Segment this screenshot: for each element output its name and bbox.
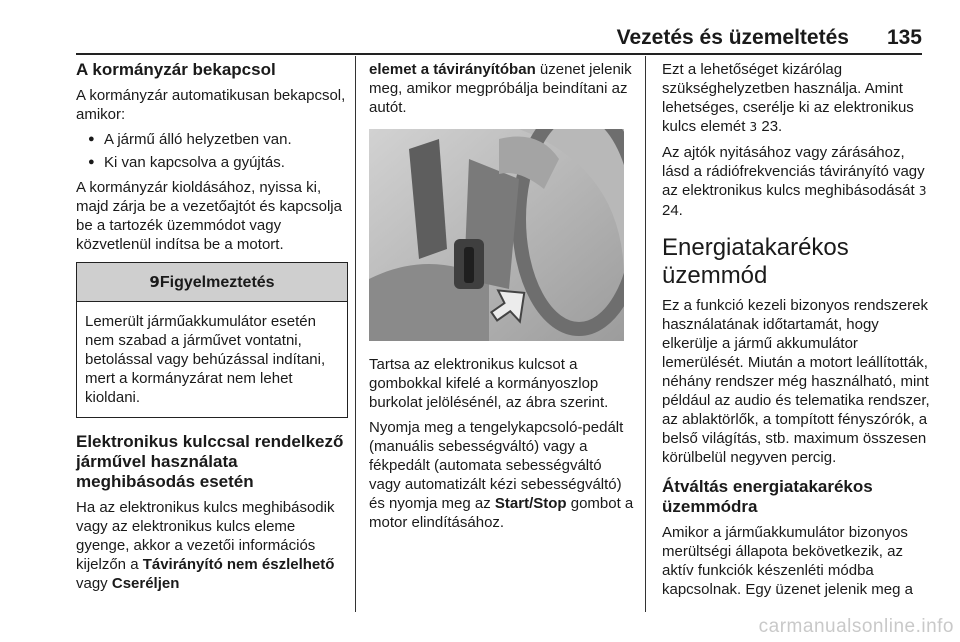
message-key-not-detected: Távirányító nem észlelhető — [142, 556, 335, 573]
warning-header — [77, 263, 347, 302]
section-title: Vezetés és üzemeltetés — [616, 26, 849, 49]
steering-column-illustration — [369, 129, 624, 341]
instruction-paragraph: Tartsa az elektronikus kulcsot a gombokkal kifelé a kormányoszlop burkolat jelölésénél, az ábra szerint. — [369, 356, 609, 411]
battery-paragraph: Amikor a járműakkumulátor bizonyos merültségi állapota bekövetkezik, az aktív funkciók készenléti módba kapcsolnak. Egy üzenet jelenik meg a — [662, 524, 913, 598]
page-reference-icon: 3 — [918, 184, 927, 198]
doors-paragraph: Az ajtók nyitásához vagy zárásához, lásd a rádiófrekvenciás távirányító vagy az elektronikus kulcs meghibásodását 3 24. — [662, 144, 927, 219]
message-paragraph: elemet a távirányítóban üzenet jelenik meg, amikor megpróbálja beindítani az autót. — [369, 61, 632, 116]
emergency-paragraph: Ezt a lehetőséget kizárólag szükséghelyzetben használja. Amint lehetséges, cserélje ki az elektronikus kulcs elemét 3 23. — [662, 61, 914, 135]
column-1 — [76, 60, 348, 599]
column-3 — [662, 60, 930, 605]
unlock-paragraph: A kormányzár kioldásához, nyissa ki, majd zárja be a vezetőajtót és kapcsolja be a tartozék üzemmódot vagy közvetlenül indítsa be a motort. — [76, 179, 342, 253]
failure-paragraph: Ha az elektronikus kulcs meghibásodik vagy az elektronikus kulcs eleme gyenge, akkor a vezetői információs kijelzőn a Távirányító nem észlelhető vagy Cseréljen — [76, 499, 335, 592]
warning-title: Figyelmeztetés — [159, 274, 275, 291]
condition-list — [76, 130, 348, 172]
column-2 — [369, 60, 635, 538]
page-reference-icon: 3 — [749, 120, 758, 134]
header-rule — [76, 53, 922, 55]
list-item: ● A jármű álló helyzetben van. — [76, 130, 348, 149]
pedal-paragraph: Nyomja meg a tengelykapcsoló-pedált (manuális sebességváltó) vagy a fékpedált (automata sebességváltó vagy automatizált kézi sebességváltó) és nyomja meg az Start/Stop gombot a motor elindításához. — [369, 419, 634, 531]
heading-energy-saving: Energiatakarékos üzemmód — [662, 234, 849, 289]
energy-paragraph: Ez a funkció kezeli bizonyos rendszerek használatának időtartamát, hogy elkerülje a jármű akkumulátor lemerülését. Miután a motort leállították, néhány rendszer még használható, mint például az audio és telematika rendszer, az ablaktörlők, a tompított fényszórók, a belső világítás, stb. maximum összesen körülbelül negyven percig. — [662, 297, 930, 466]
heading-electronic-key: Elektronikus kulccsal rendelkező járművel használata meghibásodás esetén — [76, 432, 344, 491]
column-divider-1 — [355, 56, 356, 612]
warning-icon: 9 — [149, 273, 160, 291]
column-divider-2 — [645, 56, 646, 612]
intro-text: A kormányzár automatikusan bekapcsol, amikor: — [76, 87, 346, 123]
start-stop-label: Start/Stop — [494, 495, 567, 512]
list-item: ● Ki van kapcsolva a gyújtás. — [76, 153, 348, 172]
page-number: 135 — [886, 26, 922, 49]
message-replace: Cseréljen — [111, 575, 180, 592]
warning-box — [76, 262, 348, 418]
watermark: carmanualsonline.info — [758, 616, 954, 637]
page-header — [0, 26, 922, 52]
heading-switch-energy-mode: Átváltás energiatakarékos üzemmódra — [662, 477, 873, 516]
heading-steering-lock: A kormányzár bekapcsol — [76, 60, 276, 79]
warning-text: Lemerült járműakkumulátor esetén nem szabad a járművet vontatni, betolással vagy behúzással indítani, mert a kormányzárat nem lehet kioldani. — [85, 313, 326, 406]
